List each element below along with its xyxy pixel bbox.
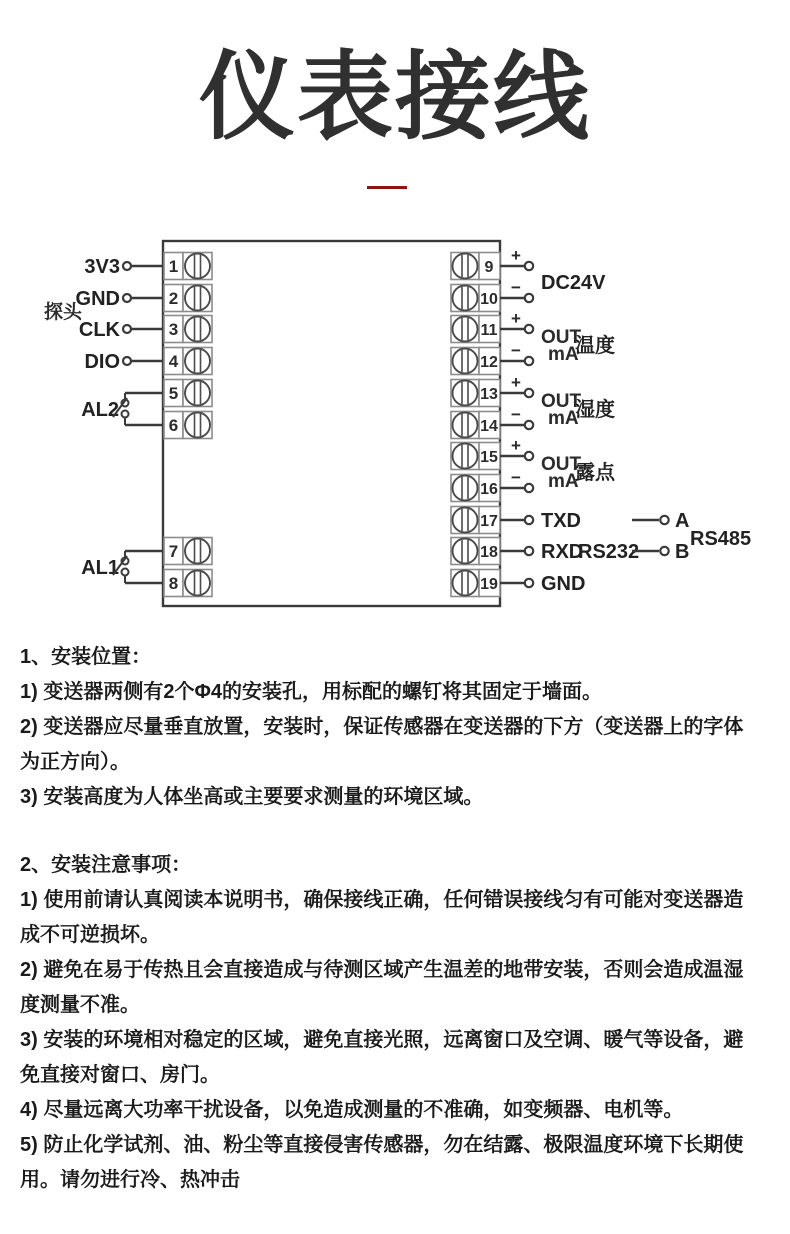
section-line: 为正方向）。	[20, 751, 130, 773]
output-group-dewpoint	[541, 454, 616, 492]
rs232-label: RS232	[578, 541, 640, 563]
section-2	[20, 848, 776, 1198]
power-label-dc24v: DC24V	[541, 272, 606, 294]
terminal-number: 13	[480, 386, 498, 403]
ma-label: mA	[548, 344, 579, 365]
out-label: OUT	[541, 327, 582, 348]
terminal-number: 14	[480, 418, 498, 435]
gnd-label: GND	[541, 573, 586, 595]
section-line: 1) 变送器两侧有2个Φ4的安装孔，用标配的螺钉将其固定于墙面。	[20, 681, 603, 703]
output-label-temperature: 温度	[575, 335, 615, 357]
right-terminal-block	[451, 253, 500, 597]
txd-label: TXD	[541, 510, 581, 532]
out-label: OUT	[541, 454, 582, 475]
section-line: 5) 防止化学试剂、油、粉尘等直接侵害传感器，勿在结露、极限温度环境下长期使	[20, 1134, 744, 1156]
section-line: 1) 使用前请认真阅读本说明书，确保接线正确，任何错误接线匀有可能对变送器造	[20, 889, 744, 911]
ma-label: mA	[548, 471, 579, 492]
terminal-number: 16	[480, 481, 498, 498]
installation-instructions	[20, 640, 776, 1198]
terminal-number: 1	[168, 257, 179, 276]
polarity-minus: −	[511, 341, 521, 360]
section-line: 成不可逆损坏。	[20, 924, 160, 946]
terminal-number: 19	[480, 576, 498, 593]
terminal-number: 15	[480, 449, 498, 466]
probe-label: 探头	[44, 302, 83, 323]
section-line: 2) 避免在易于传热且会直接造成与待测区域产生温差的地带安装，否则会造成温湿	[20, 959, 744, 981]
polarity-plus: +	[511, 309, 521, 328]
al2-switch	[81, 393, 164, 425]
terminal-number: 4	[168, 352, 179, 371]
out-label: OUT	[541, 391, 582, 412]
al1-switch	[81, 551, 164, 583]
rs485-a-label: A	[675, 510, 690, 532]
terminal-number: 9	[484, 259, 494, 276]
terminal-number: 18	[480, 544, 498, 561]
section-heading: 2、安装注意事项：	[20, 854, 192, 876]
section-line: 免直接对窗口、房门。	[20, 1064, 220, 1086]
rs485-label: RS485	[690, 528, 752, 550]
terminal-number: 8	[168, 574, 179, 593]
polarity-minus: −	[511, 405, 521, 424]
ma-label: mA	[548, 408, 579, 429]
rxd-label: RXD	[541, 541, 584, 563]
left-terminal-block	[164, 253, 212, 597]
polarity-minus: −	[511, 468, 521, 487]
rs485-b-label: B	[675, 541, 690, 563]
pin-label-clk: CLK	[78, 319, 120, 341]
section-line: 2) 变送器应尽量垂直放置，安装时，保证传感器在变送器的下方（变送器上的字体	[20, 716, 744, 738]
page-title: 仪表接线	[199, 44, 591, 151]
terminal-number: 3	[168, 320, 179, 339]
wiring-diagram	[0, 233, 790, 618]
section-heading: 1、安装位置：	[20, 646, 152, 668]
section-1	[20, 640, 776, 815]
output-label-dewpoint: 露点	[575, 462, 615, 484]
polarity-plus: +	[511, 373, 521, 392]
terminal-number: 11	[480, 322, 498, 339]
section-line: 3) 安装高度为人体坐高或主要要求测量的环境区域。	[20, 786, 484, 808]
terminal-number: 17	[480, 513, 498, 530]
terminal-number: 2	[168, 289, 179, 308]
section-line: 度测量不准。	[20, 994, 140, 1016]
section-line: 3) 安装的环境相对稳定的区域，避免直接光照，远离窗口及空调、暖气等设备，避	[20, 1029, 744, 1051]
terminal-number: 6	[168, 416, 179, 435]
comm-labels	[541, 510, 639, 595]
output-label-humidity: 湿度	[575, 399, 615, 421]
output-group-temperature	[541, 327, 615, 365]
probe-pin-group	[76, 256, 164, 373]
rs485-group	[632, 510, 751, 563]
al1-label: AL1	[81, 557, 119, 579]
device-box	[163, 241, 500, 606]
terminal-number: 5	[168, 384, 179, 403]
al2-label: AL2	[81, 399, 119, 421]
pin-label-gnd: GND	[75, 288, 120, 310]
polarity-signs	[511, 246, 521, 487]
pin-label-dio: DIO	[84, 351, 120, 373]
output-group-humidity	[541, 391, 615, 429]
terminal-number: 10	[480, 291, 498, 308]
section-line: 用。请勿进行冷、热冲击	[20, 1169, 240, 1191]
pin-label-3v3: 3V3	[84, 256, 120, 278]
terminal-number: 7	[168, 542, 179, 561]
polarity-minus: −	[511, 278, 521, 297]
polarity-plus: +	[511, 436, 521, 455]
polarity-plus: +	[511, 246, 521, 265]
title-underline	[367, 186, 407, 189]
section-line: 4) 尽量远离大功率干扰设备，以免造成测量的不准确，如变频器、电机等。	[20, 1099, 684, 1121]
terminal-number: 12	[480, 354, 498, 371]
